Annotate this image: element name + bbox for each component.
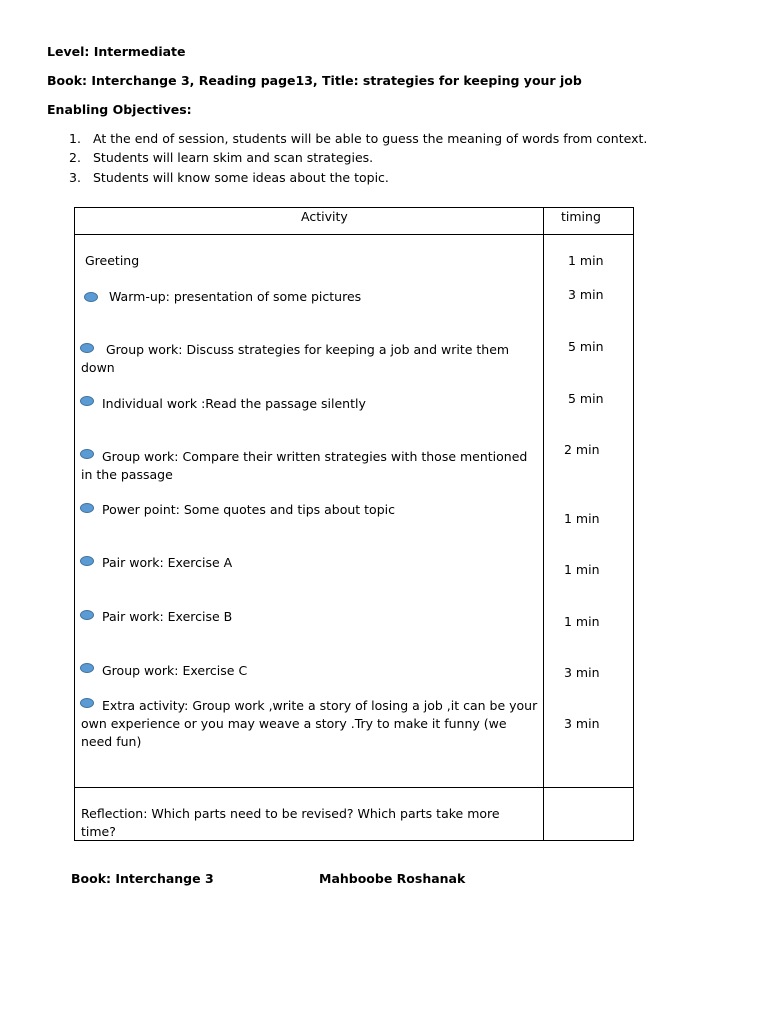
activity-column-header: Activity <box>301 209 348 224</box>
activity-time: 3 min <box>564 665 600 680</box>
objective-text: Students will know some ideas about the topic. <box>93 170 389 185</box>
footer-book: Book: Interchange 3 <box>71 871 214 886</box>
timing-column-header: timing <box>561 209 601 224</box>
activity-time: 1 min <box>564 511 600 526</box>
activity-time: 2 min <box>564 442 600 457</box>
bullet-icon <box>84 292 98 302</box>
bullet-icon <box>80 503 94 513</box>
activity-time: 3 min <box>564 716 600 731</box>
activity-text: Individual work :Read the passage silently <box>102 396 366 411</box>
activity-time: 1 min <box>568 253 604 268</box>
activity-text: Group work: Exercise C <box>102 663 248 678</box>
activity-text: Power point: Some quotes and tips about topic <box>102 502 395 517</box>
bullet-icon <box>80 610 94 620</box>
bullet-icon <box>80 396 94 406</box>
table-header-divider <box>74 234 634 235</box>
activity-text: Warm-up: presentation of some pictures <box>109 289 362 304</box>
bullet-icon <box>80 663 94 673</box>
activity-time: 5 min <box>568 391 604 406</box>
objective-text: Students will learn skim and scan strategies. <box>93 150 374 165</box>
activity-text: Extra activity: Group work ,write a story of losing a job ,it can be your own experience or you may weave a story .Try to make it funny (we need fun) <box>81 698 538 749</box>
activity-text: Pair work: Exercise B <box>102 609 233 624</box>
table-reflection-divider <box>74 787 634 788</box>
activity-time: 5 min <box>568 339 604 354</box>
activity-time: 1 min <box>564 562 600 577</box>
objectives-heading: Enabling Objectives: <box>47 102 192 117</box>
objective-number: 3. <box>69 170 81 185</box>
activity-time: 1 min <box>564 614 600 629</box>
activity-text: Group work: Discuss strategies for keeping a job and write them down <box>81 342 510 375</box>
activity-time: 3 min <box>568 287 604 302</box>
book-title-line: Book: Interchange 3, Reading page13, Title: strategies for keeping your job <box>47 73 582 88</box>
objective-text: At the end of session, students will be able to guess the meaning of words from context. <box>93 131 648 146</box>
table-column-divider <box>543 207 544 841</box>
activity-text: Greeting <box>85 253 140 268</box>
reflection-text: Reflection: Which parts need to be revised? Which parts take more time? <box>81 806 500 839</box>
objective-number: 1. <box>69 131 81 146</box>
activity-text: Group work: Compare their written strategies with those mentioned in the passage <box>81 449 528 482</box>
level-line: Level: Intermediate <box>47 44 186 59</box>
bullet-icon <box>80 556 94 566</box>
objective-number: 2. <box>69 150 81 165</box>
activity-text: Pair work: Exercise A <box>102 555 233 570</box>
footer-author: Mahboobe Roshanak <box>319 871 466 886</box>
